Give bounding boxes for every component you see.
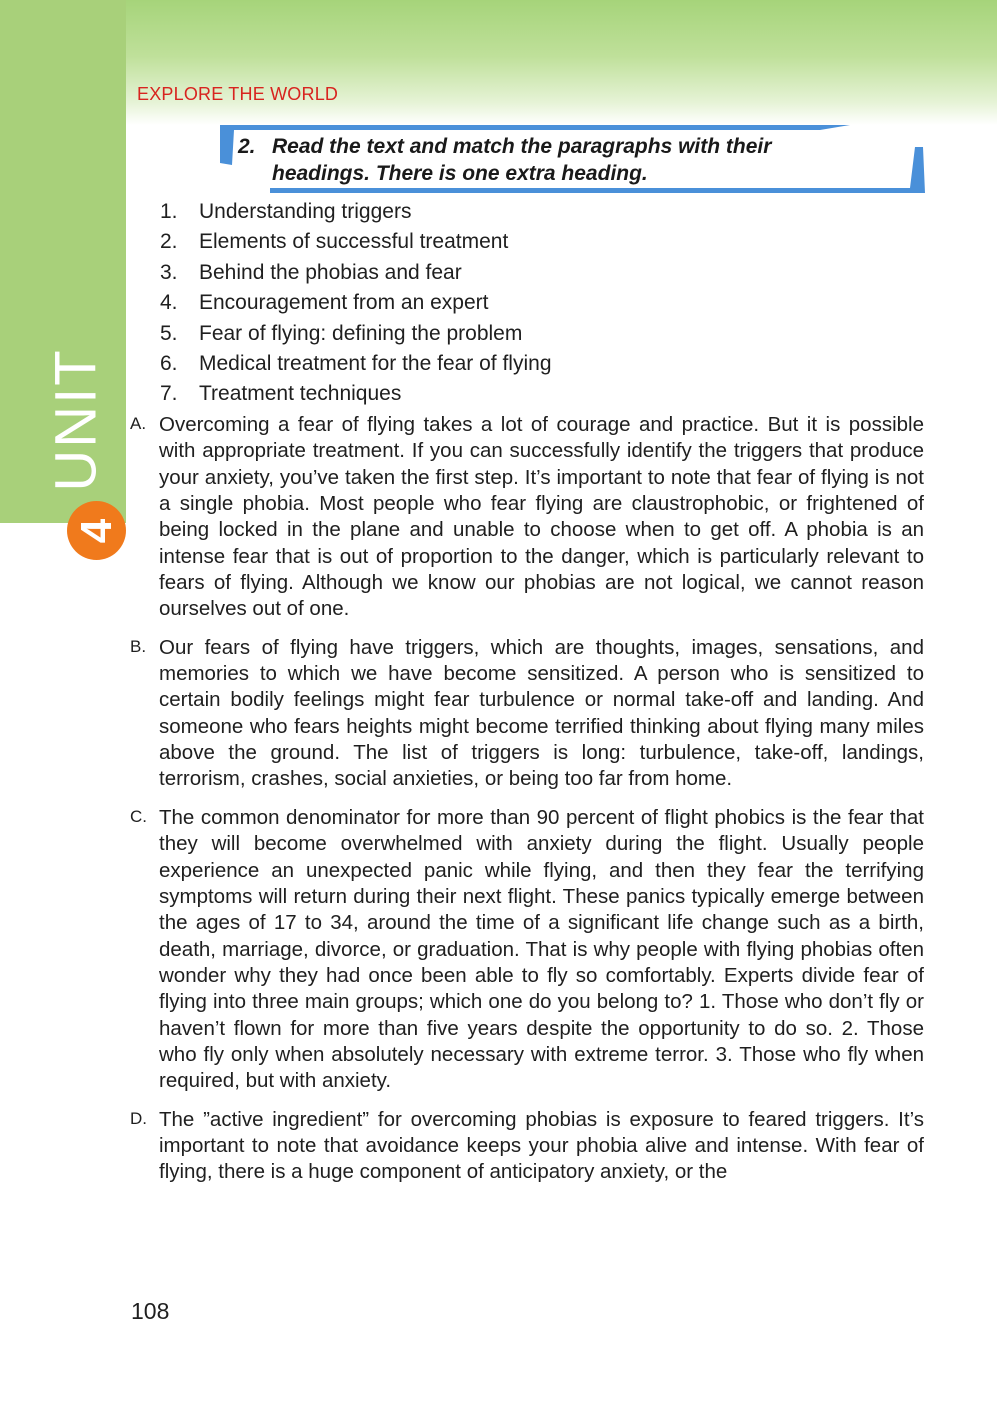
paragraph-body: The ”active ingredient” for overcoming phobias is exposure to feared triggers. It’s important to note that avoidance keeps your phobia alive and intense. With fear of flying, there is a huge component of anticipatory anxiety, or the	[159, 1107, 924, 1184]
paragraph-body: The common denominator for more than 90 percent of flight phobics is the fear that they will become overwhelmed with anxiety during the flight. Usually people experience an unexpected panic while flying, and then they fear the terrifying symptoms will return during their next flight. These panics typically emerge between the ages of 17 to 34, around the time of a significant life change such as a birth, death, marriage, divorce, or graduation. That is why people with flying phobias often wonder why they had once been able to fly so comfortably. Experts divide fear of flying into three main groups; which one do you belong to? 1. Those who don’t fly or haven’t flown for more than five years despite the opportunity to do so. 2. Those who fly only when absolutely necessary with extreme terror. 3. Those who fly when required, but with anxiety.	[159, 805, 924, 1093]
heading-item	[160, 227, 552, 257]
paragraph-a	[130, 412, 924, 623]
paragraph-b	[130, 635, 924, 793]
heading-number: 7.	[160, 382, 178, 406]
heading-number: 4.	[160, 291, 178, 315]
heading-item	[160, 379, 552, 409]
paragraph-letter: C.	[130, 806, 147, 826]
heading-text: Understanding triggers	[199, 200, 412, 223]
task-instruction	[238, 133, 908, 187]
paragraph-body: Overcoming a fear of flying takes a lot of courage and practice. But it is possible with appropriate treatment. If you can successfully identify the triggers that produce your anxiety, you’ve taken the first step. It’s important to note that fear of flying is not a single phobia. Most people who fear flying are claustrophobic, or frightened of being locked in the plane and unable to choose when to get off. A phobia is an intense fear that is out of proportion to the danger, which is particularly relevant to fears of flying. Although we know our phobias are not logical, we cannot reason ourselves out of one.	[159, 413, 924, 621]
heading-text: Treatment techniques	[199, 382, 402, 406]
heading-list	[160, 197, 552, 410]
heading-number: 1.	[160, 200, 178, 223]
heading-text: Elements of successful treatment	[199, 230, 509, 254]
paragraph-d	[130, 1107, 924, 1186]
unit-number: 4	[71, 518, 121, 543]
heading-text: Behind the phobias and fear	[199, 260, 462, 284]
task-line-2: headings. There is one extra heading.	[272, 162, 648, 185]
task-number: 2.	[238, 135, 256, 158]
paragraph-body: Our fears of flying have triggers, which are thoughts, images, sensations, and memories to which we have become sensitized. A person who is sensitized to certain bodily feelings might fear turbulence or normal take-off and landing. And someone who fears heights might become terrified thinking about flying many miles above the ground. The list of triggers is long: turbulence, take-off, landings, terrorism, crashes, social anxieties, or being too far from home.	[159, 635, 924, 791]
heading-text: Fear of flying: defining the problem	[199, 321, 523, 345]
heading-item	[160, 258, 552, 288]
heading-number: 3.	[160, 260, 178, 284]
heading-number: 6.	[160, 352, 178, 376]
paragraph-letter: D.	[130, 1108, 147, 1128]
header-band	[126, 0, 997, 125]
heading-item	[160, 288, 552, 318]
heading-number: 5.	[160, 321, 178, 345]
task-banner	[220, 125, 925, 195]
heading-text: Medical treatment for the fear of flying	[199, 352, 552, 376]
unit-number-badge	[67, 501, 126, 560]
heading-number: 2.	[160, 230, 178, 254]
reading-text	[130, 412, 924, 1198]
unit-label: UNIT	[43, 348, 109, 492]
paragraph-letter: B.	[130, 636, 147, 656]
task-line-1: Read the text and match the paragraphs with their	[272, 135, 772, 158]
section-label: EXPLORE THE WORLD	[137, 84, 339, 104]
heading-item	[160, 349, 552, 379]
paragraph-letter: A.	[130, 414, 147, 433]
heading-item	[160, 197, 552, 227]
paragraph-c	[130, 805, 924, 1095]
heading-item	[160, 319, 552, 349]
page-number: 108	[131, 1298, 170, 1324]
heading-text: Encouragement from an expert	[199, 291, 489, 315]
